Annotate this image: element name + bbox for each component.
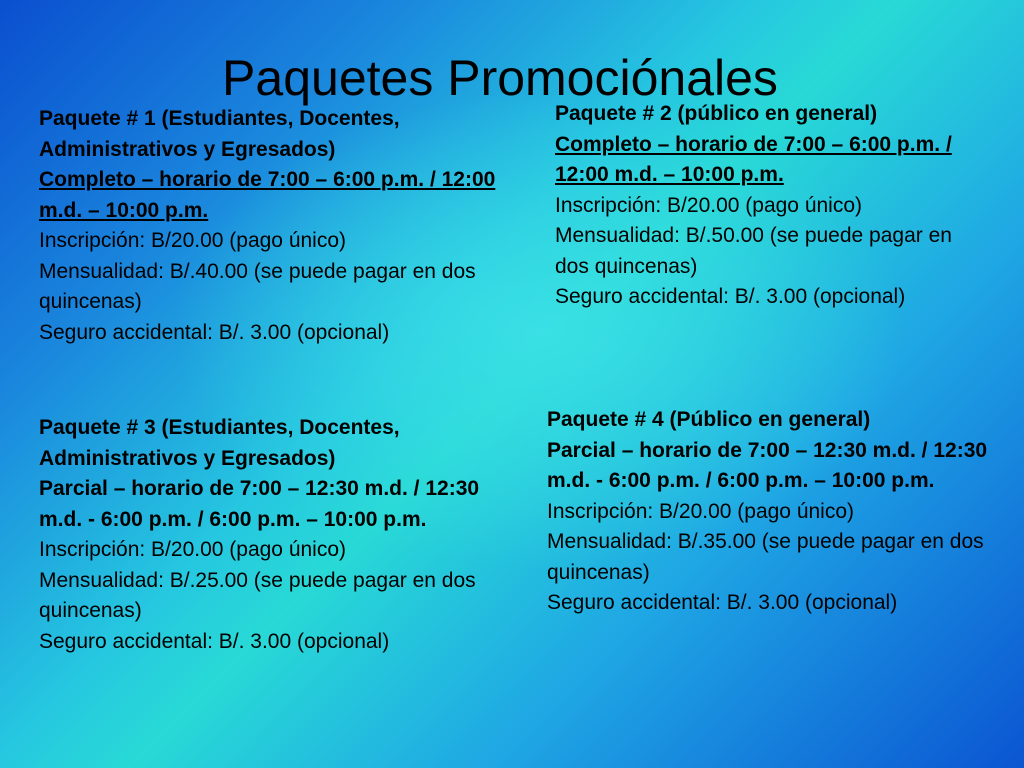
package-inscription: Inscripción: B/20.00 (pago único)	[39, 229, 347, 252]
package-monthly: Mensualidad: B/.35.00 (se puede pagar en dos quincenas)	[547, 530, 984, 584]
package-schedule: Parcial – horario de 7:00 – 12:30 m.d. / 12:30 m.d. - 6:00 p.m. / 6:00 p.m. – 10:00 p.m.	[39, 477, 480, 531]
package-heading: Paquete # 1 (Estudiantes, Docentes, Administrativos y Egresados)	[39, 107, 400, 161]
package-inscription: Inscripción: B/20.00 (pago único)	[547, 499, 855, 523]
package-heading: Paquete # 3 (Estudiantes, Docentes, Administrativos y Egresados)	[39, 416, 400, 470]
package-monthly: Mensualidad: B/.40.00 (se puede pagar en dos quincenas)	[39, 259, 476, 313]
package-insurance: Seguro accidental: B/. 3.00 (opcional)	[39, 629, 390, 653]
package-schedule: Completo – horario de 7:00 – 6:00 p.m. / 12:00 m.d. – 10:00 p.m.	[555, 132, 952, 186]
package-insurance: Seguro accidental: B/. 3.00 (opcional)	[555, 285, 906, 308]
package-1	[39, 104, 531, 348]
slide-title: Paquetes Promociónales	[222, 49, 778, 106]
package-2	[555, 99, 975, 313]
package-inscription: Inscripción: B/20.00 (pago único)	[555, 193, 863, 217]
package-monthly: Mensualidad: B/.50.00 (se puede pagar en dos quincenas)	[555, 224, 952, 278]
package-insurance: Seguro accidental: B/. 3.00 (opcional)	[547, 591, 898, 614]
package-3	[39, 413, 509, 657]
package-heading: Paquete # 4 (Público en general)	[547, 408, 871, 431]
package-schedule: Parcial – horario de 7:00 – 12:30 m.d. / 12:30 m.d. - 6:00 p.m. / 6:00 p.m. – 10:00 p.m.	[547, 438, 988, 492]
package-insurance: Seguro accidental: B/. 3.00 (opcional)	[39, 320, 390, 344]
package-heading: Paquete # 2 (público en general)	[555, 102, 878, 125]
package-inscription: Inscripción: B/20.00 (pago único)	[39, 538, 347, 561]
package-monthly: Mensualidad: B/.25.00 (se puede pagar en dos quincenas)	[39, 568, 476, 622]
package-schedule: Completo – horario de 7:00 – 6:00 p.m. / 12:00 m.d. – 10:00 p.m.	[39, 168, 496, 222]
package-4	[547, 405, 997, 619]
